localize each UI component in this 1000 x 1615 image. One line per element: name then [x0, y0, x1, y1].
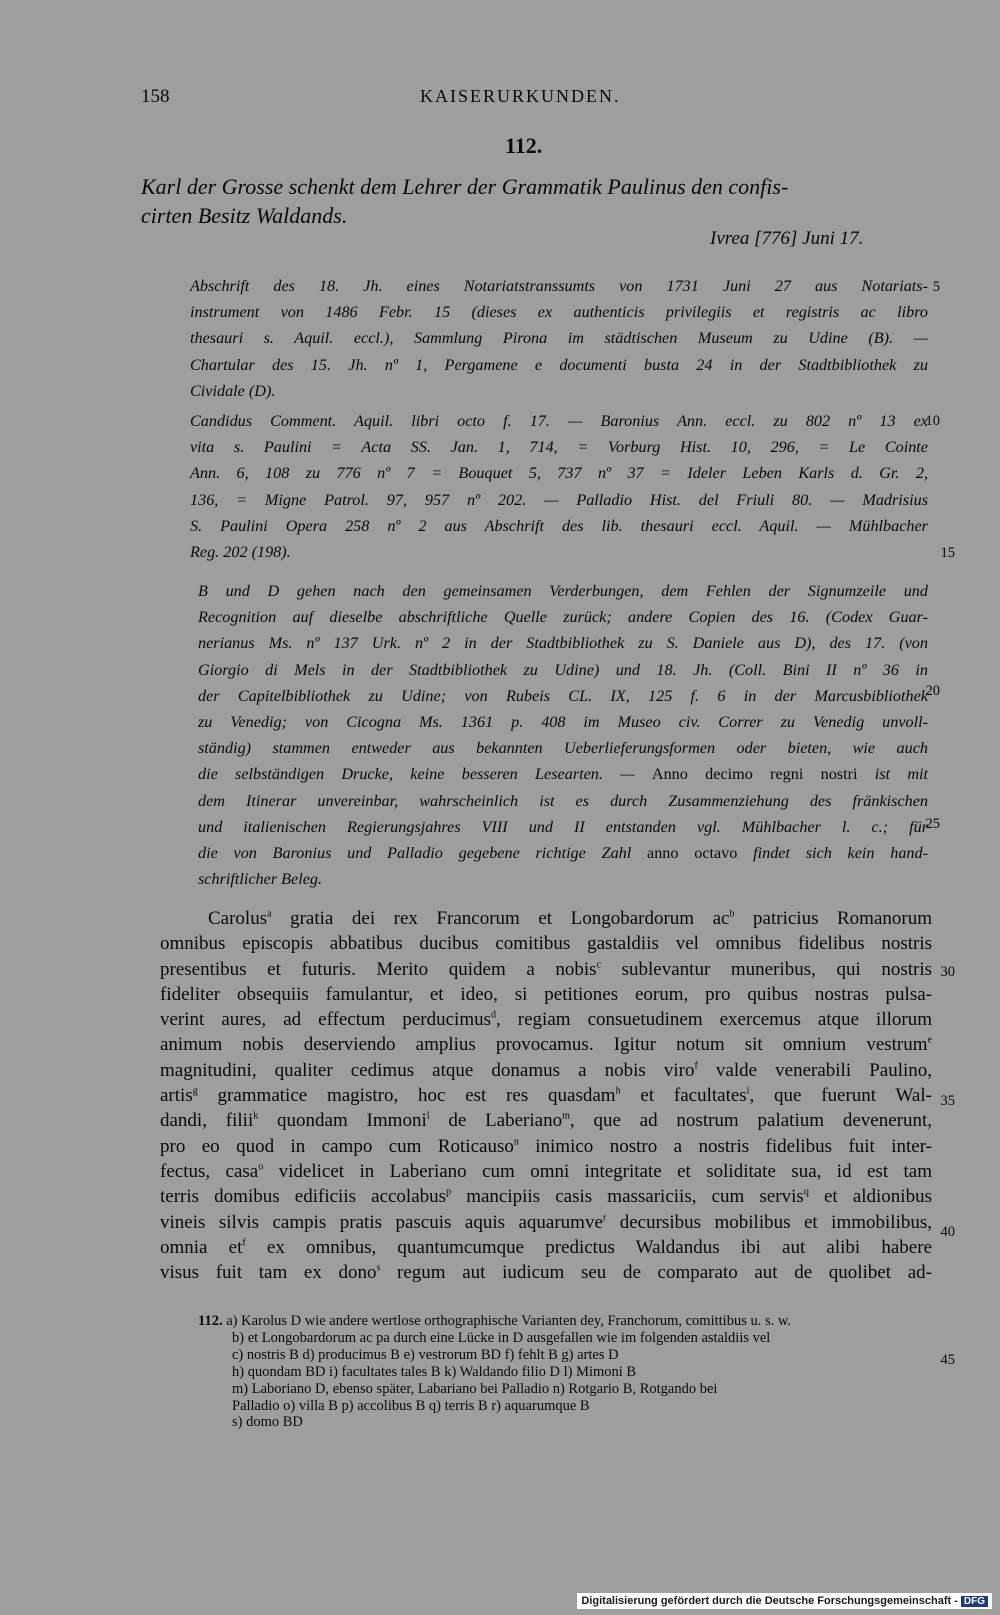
footnote-marker: p: [446, 1186, 452, 1198]
margin-line-number: 15: [940, 545, 955, 561]
charter-text-run: terris domibus edificiis accolabus: [160, 1186, 447, 1208]
charter-line: [160, 1058, 932, 1083]
charter-text-run: presentibus et futuris. Merito quidem a nobis: [160, 958, 597, 980]
footnote-marker: n: [513, 1136, 519, 1148]
footnote-text: a) Karolus D wie andere wertlose orthographische Varianten dey, Franchorum, comittibus u. s. w.: [226, 1313, 792, 1329]
footnotes: [198, 1313, 933, 1431]
footnote-line: s) domo BD: [232, 1414, 303, 1431]
charter-line: [160, 1260, 932, 1285]
footnote-marker: r: [602, 1212, 607, 1224]
charter-text-run: , regiam consuetudinem exercemus atque illorum: [496, 1009, 932, 1031]
charter-text-run: fectus, casa: [160, 1160, 259, 1182]
commentary-line: und italienischen Regierungsjahres VIII und II entstanden vgl. Mühlbacher l. c.; für: [198, 817, 928, 836]
charter-line: [160, 1134, 932, 1159]
charter-text-run: mancipiis casis massariciis, cum servis: [451, 1186, 804, 1208]
footnote-line: b) et Longobardorum ac pa durch eine Lücke in D ausgefallen wie im folgenden astaldiis vel: [232, 1329, 771, 1346]
footnote-line: [198, 1313, 933, 1330]
commentary-text: die von Baronius und Palladio gegebene richtige Zahl: [198, 844, 648, 863]
charter-text-run: patricius Romanorum: [734, 908, 932, 929]
commentary-quote: anno octavo: [647, 844, 738, 863]
footnote-marker: k: [253, 1111, 259, 1123]
charter-text-run: , que fuerunt Wal-: [749, 1085, 932, 1107]
charter-text-run: videlicet in Laberiano cum omni integritate et soliditate sua, id est tam: [263, 1160, 932, 1182]
margin-line-number: 10: [925, 413, 940, 429]
charter-text-run: magnitudini, qualiter cedimus atque donamus a nobis viro: [160, 1059, 695, 1081]
commentary-line: B und D gehen nach den gemeinsamen Verderbungen, dem Fehlen der Signumzeile und: [198, 582, 928, 600]
charter-line: [160, 1184, 932, 1209]
footnote-marker: s: [376, 1262, 381, 1274]
commentary-text: die selbständigen Drucke, keine besseren Lesearten. —: [198, 765, 652, 784]
commentary-quote: Anno decimo regni nostri: [651, 765, 858, 784]
charter-text-run: valde venerabili Paulino,: [697, 1059, 932, 1081]
sources-line: thesauri s. Aquil. eccl.), Sammlung Pirona im städtischen Museum zu Udine (B). —: [190, 329, 928, 348]
editions-line: Ann. 6, 108 zu 776 nº 7 = Bouquet 5, 737 nº 37 = Ideler Leben Karls d. Gr. 2,: [190, 464, 928, 483]
charter-text-run: omnia et: [160, 1236, 243, 1258]
footnote-line: m) Laboriano D, ebenso später, Labariano bei Palladio n) Rotgario B, Rotgando bei: [232, 1380, 718, 1397]
editions-line: S. Paulini Opera 258 nº 2 aus Abschrift des lib. thesauri eccl. Aquil. — Mühlbacher: [190, 516, 928, 535]
charter-line: [160, 1032, 932, 1057]
margin-line-number: 25: [925, 816, 940, 832]
footnote-marker: f: [694, 1060, 698, 1072]
commentary-block: [198, 578, 928, 892]
charter-text-run: visus fuit tam ex dono: [160, 1262, 377, 1284]
charter-text-run: de Laberiano: [429, 1110, 563, 1132]
charter-text-run: omnibus episcopis abbatibus ducibus comitibus gastaldiis vel omnibus fidelibus nostris: [160, 933, 932, 955]
footnote-marker: i: [746, 1085, 750, 1097]
commentary-line: ständig) stammen entweder aus bekannten Ueberlieferungsformen oder bieten, wie auch: [198, 739, 928, 758]
document-number: 112.: [505, 133, 543, 158]
commentary-line: zu Venedig; von Cicogna Ms. 1361 p. 408 im Museo civ. Correr zu Venedig unvoll-: [198, 713, 928, 732]
sources-line: Abschrift des 18. Jh. eines Notariatstranssumts von 1731 Juni 27 aus Notariats-: [190, 277, 928, 295]
commentary-line: Recognition auf dieselbe abschriftliche Quelle zurück; andere Copien des 16. (Codex Guar-: [198, 608, 928, 627]
charter-text-run: vineis silvis campis pratis pascuis aquis aquarumve: [160, 1211, 603, 1233]
charter-text-run: artis: [160, 1085, 193, 1107]
page-number: 158: [141, 86, 170, 107]
footnote-marker: f: [242, 1237, 246, 1249]
commentary-line: Giorgio di Mels in der Stadtbibliothek zu Udine) und 18. Jh. (Coll. Bini II nº 36 in: [198, 660, 928, 679]
sources-line: instrument von 1486 Febr. 15 (dieses ex authenticis privilegiis et registris ac libro: [190, 303, 928, 322]
sources-line: Cividale (D).: [190, 381, 276, 400]
margin-line-number: 35: [940, 1093, 955, 1109]
title-line: Karl der Grosse schenkt dem Lehrer der Grammatik Paulinus den confis-: [141, 174, 789, 199]
credit-text: Digitalisierung gefördert durch die Deutsche Forschungsgemeinschaft -: [581, 1595, 958, 1607]
charter-text-run: et facultates: [620, 1085, 747, 1107]
document-title: [141, 172, 931, 230]
charter-text-run: quondam Immoni: [258, 1110, 427, 1132]
charter-text-run: sublevantur muneribus, qui nostris: [601, 958, 932, 980]
title-line: cirten Besitz Waldands.: [141, 203, 348, 228]
charter-line: [160, 1083, 932, 1108]
commentary-line: dem Itinerar unvereinbar, wahrscheinlich ist es durch Zusammenziehung des fränkischen: [198, 791, 928, 810]
running-head: KAISERURKUNDEN.: [420, 86, 621, 106]
charter-line: [160, 931, 932, 956]
charter-text: [160, 906, 932, 1285]
margin-line-number: 45: [940, 1352, 955, 1368]
footnote-marker: g: [192, 1085, 198, 1097]
dateline: Ivrea [776] Juni 17.: [710, 228, 864, 249]
footnote-marker: m: [562, 1111, 570, 1123]
charter-line: [160, 1159, 932, 1184]
charter-text-run: gratia dei rex Francorum et Longobardorum ac: [271, 908, 730, 929]
commentary-text: findet sich kein hand-: [737, 844, 928, 863]
charter-text-run: grammatice magistro, hoc est res quasdam: [197, 1085, 616, 1107]
charter-text-run: decursibus mobilibus et immobilibus,: [606, 1211, 932, 1233]
footnote-line: Palladio o) villa B p) accolibus B q) terris B r) aquarumque B: [232, 1397, 590, 1414]
commentary-line-mixed: [198, 840, 928, 866]
charter-text-run: verint aures, ad effectum perducimus: [160, 1009, 492, 1031]
footnote-marker: l: [426, 1111, 430, 1123]
charter-text-run: , que ad nostrum palatium devenerunt,: [569, 1110, 932, 1132]
editions-block: [190, 408, 928, 565]
charter-line: [160, 1210, 932, 1235]
footnote-marker: a: [267, 908, 272, 920]
footnote-marker: q: [803, 1186, 809, 1198]
digitization-credit: [577, 1593, 992, 1609]
sources-block: [190, 273, 928, 404]
charter-text-run: ex omnibus, quantumcumque predictus Waldandus ibi aut alibi habere: [245, 1236, 932, 1258]
charter-line: [160, 1007, 932, 1032]
charter-text-run: regum aut iudicum seu de comparato aut de quolibet ad-: [380, 1262, 932, 1284]
sources-line: Chartular des 15. Jh. nº 1, Pergamene e documenti busta 24 in der Stadtbibliothek zu: [190, 355, 928, 374]
charter-text-run: dandi, filii: [160, 1110, 254, 1132]
charter-line: [160, 1108, 932, 1133]
footnote-number: 112.: [198, 1313, 223, 1329]
charter-line: [160, 1235, 932, 1260]
margin-line-number: 5: [932, 279, 940, 295]
charter-text-run: inimico nostro a nostris fidelibus fuit inter-: [518, 1135, 932, 1157]
charter-line: [160, 957, 932, 982]
footnote-line: h) quondam BD i) facultates tales B k) Waldando filio D l) Mimoni B: [232, 1363, 637, 1380]
commentary-line: schriftlicher Beleg.: [198, 870, 323, 889]
charter-text-run: animum nobis deserviendo amplius provocamus. Igitur notum sit omnium vestrum: [160, 1034, 928, 1056]
footnote-line: c) nostris B d) producimus B e) vestrorum BD f) fehlt B g) artes D: [232, 1346, 619, 1363]
footnote-marker: o: [258, 1161, 264, 1173]
margin-line-number: 40: [940, 1224, 955, 1240]
dfg-logo: DFG: [961, 1596, 988, 1607]
charter-text-run: Carolus: [208, 908, 268, 929]
footnote-marker: b: [729, 908, 735, 920]
charter-text-run: pro eo quod in campo cum Roticauso: [160, 1135, 514, 1157]
footnote-marker: c: [596, 959, 602, 971]
margin-line-number: 20: [925, 683, 940, 699]
editions-line: Candidus Comment. Aquil. libri octo f. 17. — Baronius Ann. eccl. zu 802 nº 13 ex: [190, 412, 928, 430]
charter-line: [160, 982, 932, 1007]
charter-line: [160, 906, 932, 931]
commentary-line: der Capitelbibliothek zu Udine; von Rubeis CL. IX, 125 f. 6 in der Marcusbibliothek: [198, 686, 928, 705]
commentary-line: nerianus Ms. nº 137 Urk. nº 2 in der Stadtbibliothek zu S. Daniele aus D), des 17. (von: [198, 634, 928, 653]
margin-line-number: 30: [940, 964, 955, 980]
footnote-marker: h: [615, 1085, 621, 1097]
editions-line: Reg. 202 (198).: [190, 543, 291, 562]
footnote-marker: d: [491, 1009, 497, 1021]
charter-text-run: fideliter obsequiis famulantur, et ideo, si petitiones eorum, pro quibus nostras pulsa-: [160, 983, 932, 1005]
editions-line: 136, = Migne Patrol. 97, 957 nº 202. — Palladio Hist. del Friuli 80. — Madrisius: [190, 490, 928, 509]
footnote-marker: e: [927, 1035, 932, 1047]
editions-line: vita s. Paulini = Acta SS. Jan. 1, 714, = Vorburg Hist. 10, 296, = Le Cointe: [190, 438, 928, 457]
commentary-text: ist mit: [857, 765, 929, 784]
commentary-line-mixed: [198, 761, 928, 787]
charter-text-run: et aldionibus: [808, 1186, 932, 1208]
